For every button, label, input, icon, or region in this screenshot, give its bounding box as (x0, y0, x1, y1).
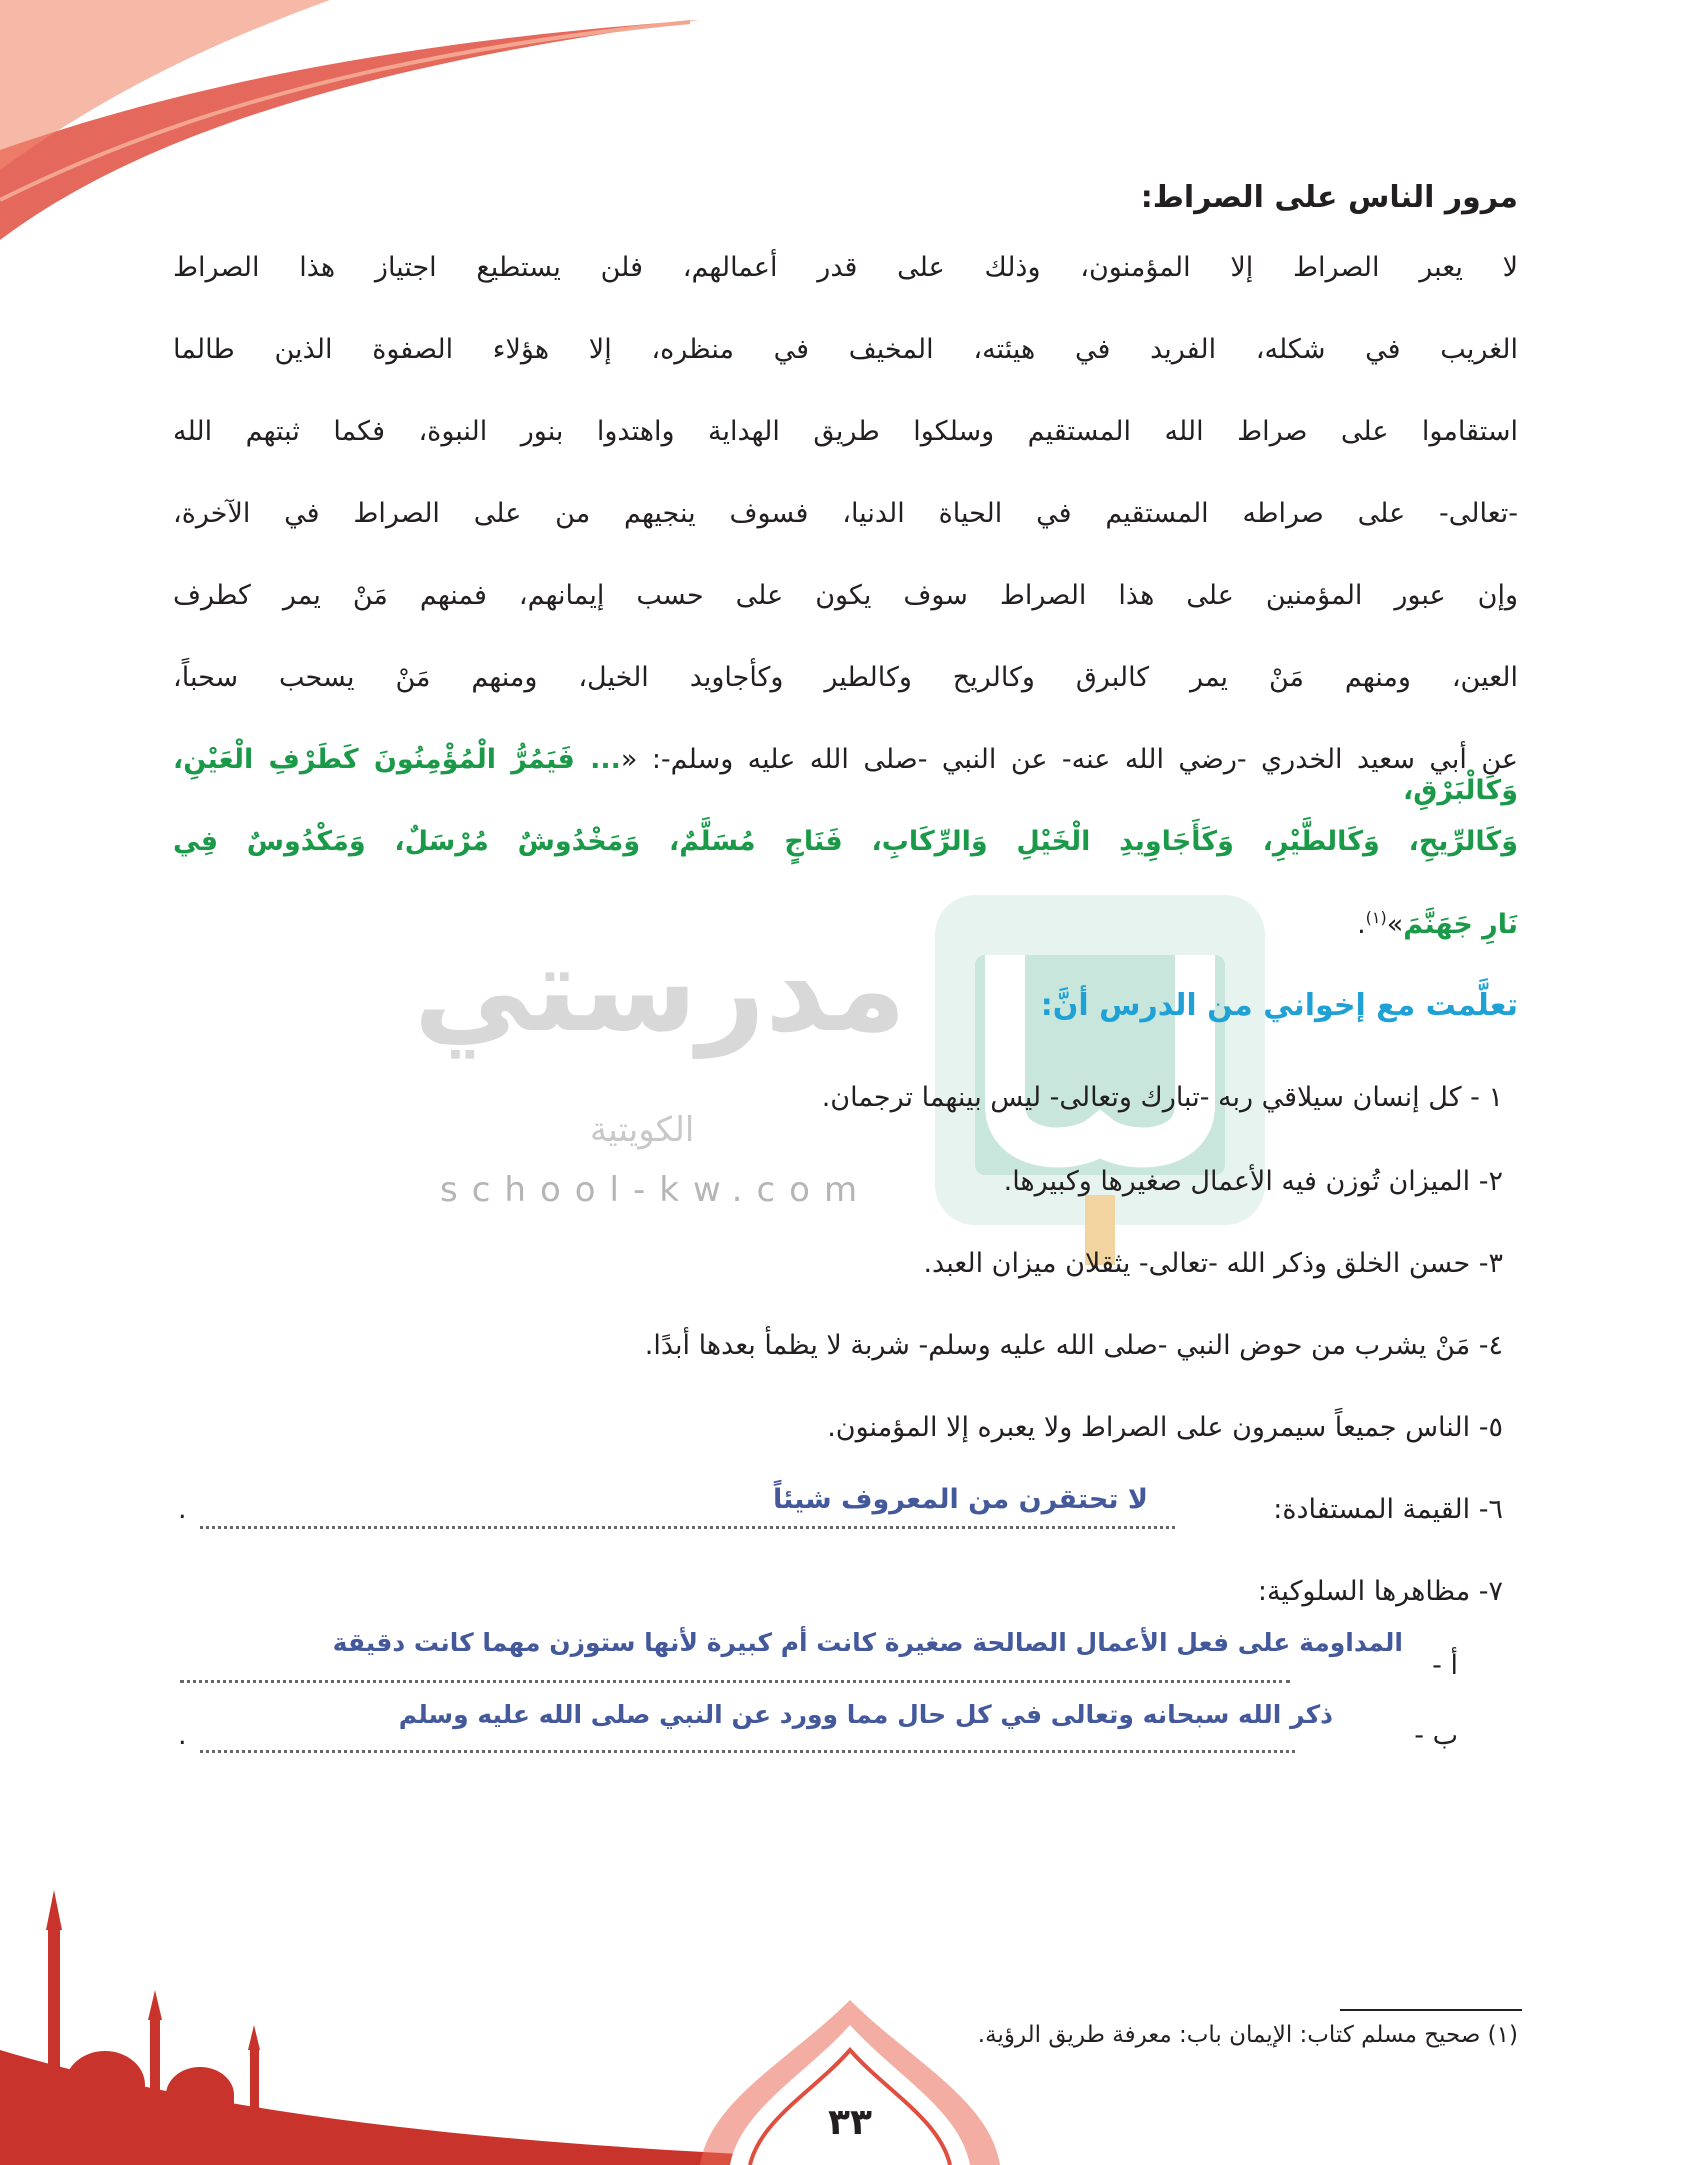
hadith-text-line1: ... فَيَمُرُّ الْمُؤْمِنُونَ كَطَرْفِ الْعَيْنِ، وَكَالْبَرْقِ، (173, 744, 1518, 806)
narration-line (173, 744, 1518, 806)
mosque-silhouette-decoration (0, 1870, 760, 2165)
learned-item: ٢- الميزان تُوزن فيه الأعمال صغيرها وكبيرها. (1003, 1166, 1503, 1197)
behavior-a-answer: المداومة على فعل الأعمال الصالحة صغيرة كانت أم كبيرة لأنها ستوزن مهما كانت دقيقة (332, 1628, 1403, 1657)
behavior-b-label: ب - (1414, 1720, 1458, 1751)
paragraph-line: استقاموا على صراط الله المستقيم وسلكوا طريق الهداية واهتدوا بنور النبوة، فكما ثبتهم الله (173, 416, 1518, 447)
hadith-text-line3: نَارِ جَهَنَّمَ (1403, 909, 1518, 940)
watermark-arabic: مدرستي (413, 920, 907, 1058)
value-item-answer: لا تحتقرن من المعروف شيئاً (772, 1484, 1148, 1515)
value-item-label: ٦- القيمة المستفادة: (1273, 1494, 1503, 1525)
watermark-latin: school-kw.com (440, 1170, 872, 1210)
behavior-a-line (180, 1680, 1290, 1683)
paragraph-line: الغريب في شكله، الفريد في هيئته، المخيف في منظره، إلا هؤلاء الصفوة الذين طالما (173, 334, 1518, 365)
paragraph-line: وإن عبور المؤمنين على هذا الصراط سوف يكون على حسب إيمانهم، فمنهم مَنْ يمر كطرف (173, 580, 1518, 611)
hadith-end-period: . (1357, 909, 1366, 940)
hadith-closing-line (173, 908, 1518, 940)
behavior-b-end: . (178, 1720, 187, 1751)
footnote: (١) صحيح مسلم كتاب: الإيمان باب: معرفة طريق الرؤية. (977, 2022, 1518, 2048)
learned-heading: تعلَّمت مع إخواني من الدرس أنَّ: (1040, 988, 1518, 1023)
behavior-b-line (200, 1750, 1295, 1753)
hadith-close-quote: » (1386, 909, 1404, 940)
learned-item: ٤- مَنْ يشرب من حوض النبي -صلى الله عليه وسلم- شربة لا يظمأ بعدها أبدًا. (644, 1330, 1503, 1361)
top-swoosh-decoration (0, 0, 720, 260)
behaviors-label: ٧- مظاهرها السلوكية: (1257, 1576, 1503, 1607)
watermark-logo (935, 895, 1265, 1265)
paragraph-line: -تعالى- على صراطه المستقيم في الحياة الدنيا، فسوف ينجيهم من على الصراط في الآخرة، (173, 498, 1518, 529)
page-number: ٣٣ (828, 2102, 872, 2143)
behavior-a-label: أ - (1432, 1650, 1458, 1681)
hadith-text-line2: وَكَالرِّيحِ، وَكَالطَّيْرِ، وَكَأَجَاوِيدِ الْخَيْلِ وَالرِّكَابِ، فَنَاجٍ مُسَلَّمٌ، وَمَخْدُوشٌ مُرْسَلٌ، وَمَكْدُوسٌ فِي (173, 826, 1518, 857)
behavior-b-answer: ذكر الله سبحانه وتعالى في كل حال مما وورد عن النبي صلى الله عليه وسلم (398, 1700, 1333, 1729)
narration-prefix: عن أبي سعيد الخدري -رضي الله عنه- عن النبي -صلى الله عليه وسلم-: « (620, 744, 1518, 775)
value-answer-line (200, 1526, 1175, 1529)
footnote-reference: (١) (1365, 908, 1387, 927)
section-heading: مرور الناس على الصراط: (1140, 180, 1518, 215)
footnote-rule (1340, 2009, 1522, 2011)
learned-item: ٥- الناس جميعاً سيمرون على الصراط ولا يعبره إلا المؤمنون. (827, 1412, 1503, 1443)
watermark-subtitle: الكويتية (590, 1110, 695, 1150)
learned-item: ٣- حسن الخلق وذكر الله -تعالى- يثقلان ميزان العبد. (923, 1248, 1503, 1279)
learned-item: ١ - كل إنسان سيلاقي ربه -تبارك وتعالى- ليس بينهما ترجمان. (821, 1082, 1503, 1113)
paragraph-line: لا يعبر الصراط إلا المؤمنون، وذلك على قدر أعمالهم، فلن يستطيع اجتياز هذا الصراط (173, 252, 1518, 283)
value-item-end: . (178, 1494, 187, 1525)
paragraph-line: العين، ومنهم مَنْ يمر كالبرق وكالريح وكالطير وكأجاويد الخيل، ومنهم مَنْ يسحب سحباً، (173, 662, 1518, 693)
